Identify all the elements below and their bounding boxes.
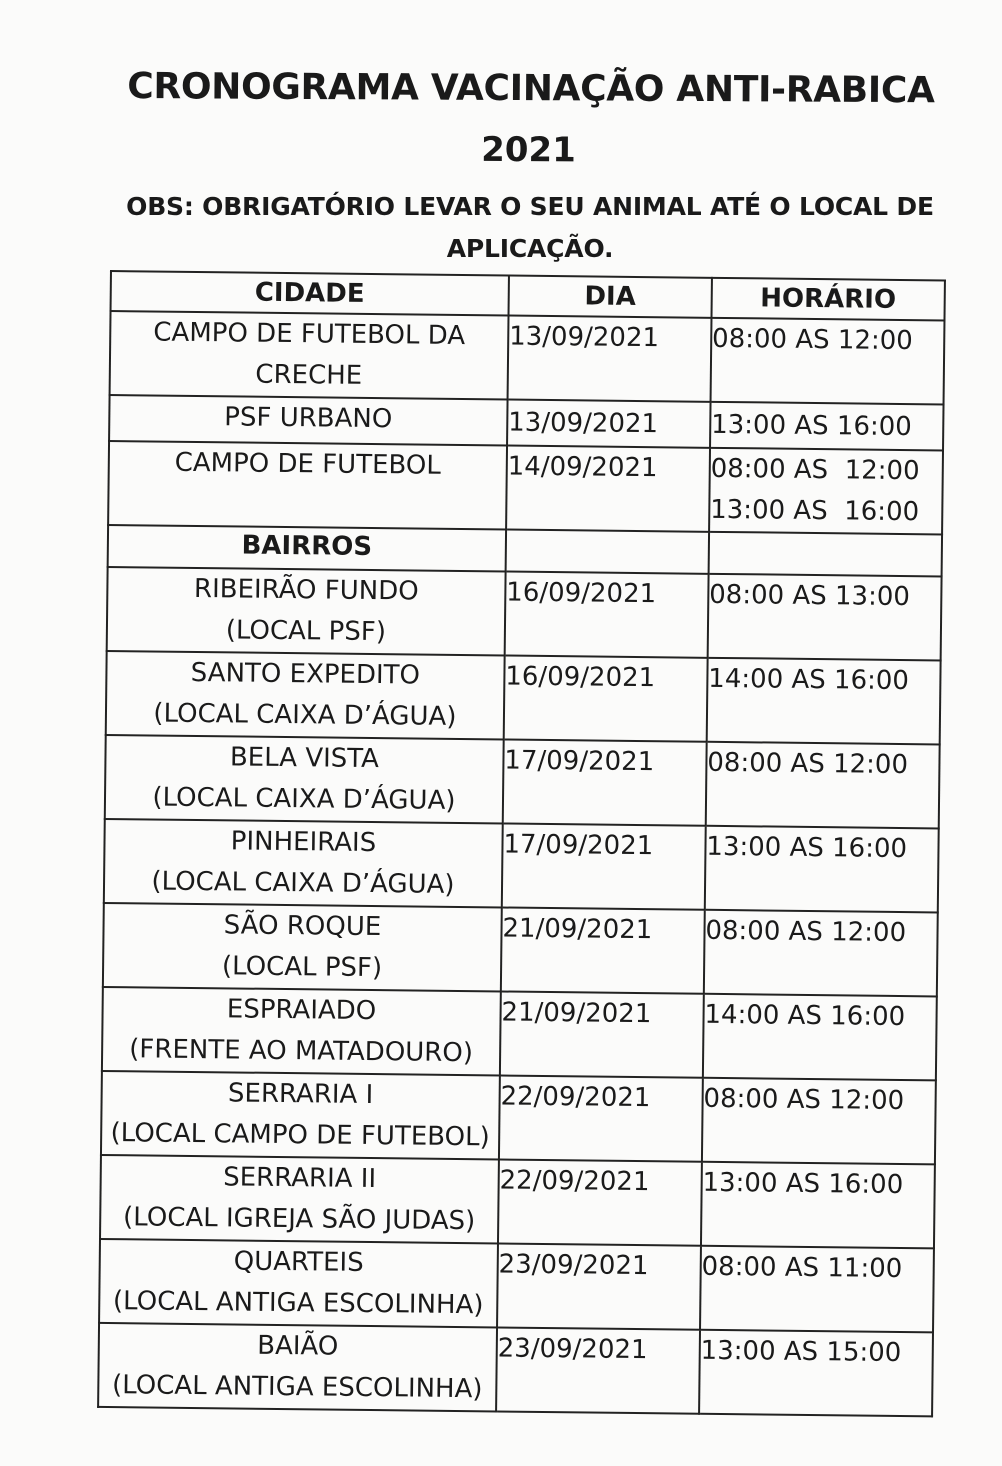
time-range: 08:00 AS 12:00 [710,453,920,487]
document-title: CRONOGRAMA VACINAÇÃO ANTI-RABICA [127,66,935,112]
place-detail: (LOCAL ANTIGA ESCOLINHA) [111,1370,483,1405]
place-detail: (FRENTE AO MATADOURO) [129,1034,474,1069]
place-detail: (LOCAL CAIXA D’ÁGUA) [151,866,455,900]
place-cell [98,1323,497,1412]
document-year: 2021 [481,129,576,171]
place-name: PINHEIRAIS [230,826,377,859]
place-name: BAIÃO [257,1330,339,1362]
place-detail: CRECHE [255,359,363,391]
table-row [101,1071,936,1164]
table-row [107,567,942,660]
notice-line-2: APLICAÇÃO. [446,234,614,263]
place-cell [99,1239,498,1328]
day-cell: 16/09/2021 [504,656,708,742]
place-name: SERRARIA II [223,1162,377,1195]
time-cell [710,318,944,405]
place-name: SÃO ROQUE [223,910,382,943]
notice-line-1: OBS: OBRIGATÓRIO LEVAR O SEU ANIMAL ATÉ O LOCAL DE [126,192,934,221]
table-row [98,1323,933,1416]
table-row [100,1155,935,1248]
table-row [108,441,943,534]
time-cell [710,402,944,451]
place-detail: (LOCAL ANTIGA ESCOLINHA) [112,1286,484,1321]
place-cell [107,567,506,656]
time-cell: 08:00 AS 12:00 [706,742,940,829]
table-row [103,903,938,996]
schedule-table [97,270,946,1417]
empty-cell [708,532,942,577]
time-range: 13:00 AS 16:00 [710,494,920,528]
day-cell: 23/09/2021 [497,1243,701,1329]
time-cell: 08:00 AS 13:00 [708,574,942,661]
place-cell [106,651,505,740]
time-cell: 08:00 AS 12:00 [704,910,938,997]
time-cell: 13:00 AS 16:00 [701,1162,935,1249]
day-cell: 13/09/2021 [507,400,710,448]
place-detail: (LOCAL CAIXA D’ÁGUA) [152,782,456,816]
place-detail: (LOCAL PSF) [221,951,383,984]
place-cell [101,1071,500,1160]
time-cell: 08:00 AS 12:00 [702,1078,936,1165]
table-row [105,735,940,828]
place-cell [109,395,507,446]
time-range: 13:00 AS 16:00 [710,409,913,443]
place-cell [104,819,503,908]
place-name: RIBEIRÃO FUNDO [193,573,419,607]
table-row [99,1239,934,1332]
time-cell: 14:00 AS 16:00 [707,658,941,745]
place-name: SERRARIA I [227,1078,374,1111]
time-cell [709,448,943,535]
time-cell: 08:00 AS 11:00 [700,1246,934,1333]
table-row [102,987,937,1080]
day-cell: 14/09/2021 [506,446,710,532]
place-name: QUARTEIS [233,1246,364,1278]
place-cell [103,903,502,992]
header-time: HORÁRIO [711,278,945,321]
section-label-neighborhoods: BAIRROS [108,525,506,572]
place-cell [100,1155,499,1244]
header-place: CIDADE [111,271,509,316]
notice [120,186,940,270]
place-cell [110,311,509,400]
place-name: CAMPO DE FUTEBOL [174,447,441,481]
place-name: CAMPO DE FUTEBOL DA [153,317,466,352]
day-cell: 21/09/2021 [501,907,705,993]
place-detail: (LOCAL IGREJA SÃO JUDAS) [122,1202,476,1237]
empty-cell [506,530,709,574]
time-cell: 13:00 AS 15:00 [699,1330,933,1417]
place-detail: (LOCAL CAMPO DE FUTEBOL) [110,1118,490,1153]
place-cell [105,735,504,824]
table-row [110,311,945,404]
day-cell: 22/09/2021 [498,1159,702,1245]
place-name: PSF URBANO [224,402,393,435]
place-name: SANTO EXPEDITO [190,657,421,691]
day-cell: 16/09/2021 [505,572,709,658]
place-name: ESPRAIADO [226,994,377,1027]
table-row [104,819,939,912]
place-detail: (LOCAL CAIXA D’ÁGUA) [153,698,457,732]
time-cell: 13:00 AS 16:00 [705,826,939,913]
time-cell: 14:00 AS 16:00 [703,994,937,1081]
place-detail: (LOCAL PSF) [225,615,387,648]
day-cell: 17/09/2021 [502,823,706,909]
place-cell [108,441,507,530]
place-name: BELA VISTA [229,742,380,775]
day-cell: 22/09/2021 [499,1075,703,1161]
header-day: DIA [508,276,711,318]
table-row [106,651,941,744]
day-cell: 21/09/2021 [500,991,704,1077]
day-cell: 13/09/2021 [507,316,711,402]
time-range: 08:00 AS 12:00 [711,323,913,357]
day-cell: 17/09/2021 [503,739,707,825]
place-cell [102,987,501,1076]
day-cell: 23/09/2021 [496,1327,700,1413]
